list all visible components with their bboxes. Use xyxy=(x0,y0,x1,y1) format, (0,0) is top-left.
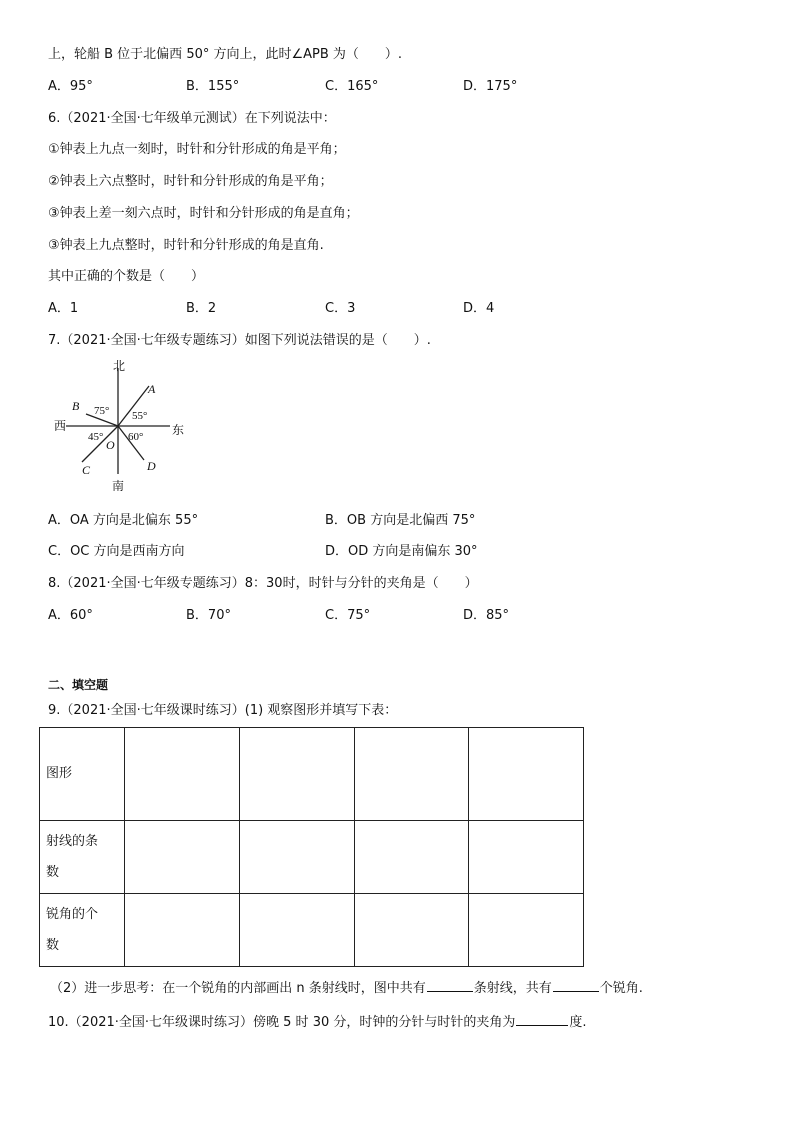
west-label: 西 xyxy=(54,419,67,433)
question-8-options xyxy=(48,607,608,625)
table-cell xyxy=(125,894,240,967)
question-6-statement-1: ①钟表上九点一刻时，时针和分针形成的角是平角； xyxy=(48,142,346,157)
observation-table xyxy=(39,727,584,967)
question-10-stem xyxy=(48,1012,587,1032)
option-d: D．175° xyxy=(463,79,518,94)
east-label: 东 xyxy=(172,423,185,437)
question-5-options xyxy=(48,78,608,96)
table-cell xyxy=(239,728,354,821)
option-a: A．OA 方向是北偏东 55° xyxy=(48,513,199,528)
row-label-text: 数 xyxy=(46,938,60,953)
angle-75-label: 75° xyxy=(94,405,110,417)
table-row xyxy=(40,821,584,894)
part-2-text: 条射线，共有 xyxy=(473,981,552,996)
question-7-stem: 7.（2021·全国·七年级专题练习）如图下列说法错误的是（ ）. xyxy=(48,333,431,348)
option-c: C．75° xyxy=(325,608,371,623)
option-d: D．OD 方向是南偏东 30° xyxy=(325,544,478,559)
direction-diagram xyxy=(52,356,192,496)
row-label-acute-angles xyxy=(40,894,125,967)
option-b: B．OB 方向是北偏西 75° xyxy=(325,513,476,528)
option-d: D．85° xyxy=(463,608,510,623)
point-d-label: D xyxy=(147,459,156,473)
angle-45-label: 45° xyxy=(88,431,104,443)
row-label-text: 数 xyxy=(46,865,60,880)
option-a: A．60° xyxy=(48,608,93,623)
angle-55-label: 55° xyxy=(132,410,148,422)
part-2-text: 个锐角. xyxy=(599,981,643,996)
point-b-label: B xyxy=(72,399,80,413)
row-label-rays xyxy=(40,821,125,894)
row-label-text: 图形 xyxy=(46,766,73,781)
question-8-stem: 8.（2021·全国·七年级专题练习）8：30时，时针与分针的夹角是（ ） xyxy=(48,576,478,591)
table-row xyxy=(40,728,584,821)
option-c: C．3 xyxy=(325,301,356,316)
north-label: 北 xyxy=(113,359,126,373)
table-cell xyxy=(125,728,240,821)
answer-blank-angles[interactable] xyxy=(553,978,599,992)
angle-60-label: 60° xyxy=(128,431,144,443)
answer-blank-rays[interactable] xyxy=(427,978,473,992)
table-cell xyxy=(239,894,354,967)
point-o-label: O xyxy=(106,438,115,452)
point-c-label: C xyxy=(82,463,91,477)
answer-blank-degree[interactable] xyxy=(516,1012,568,1026)
part-2-text: （2）进一步思考：在一个锐角的内部画出 n 条射线时，图中共有 xyxy=(50,981,426,996)
table-cell xyxy=(469,821,584,894)
question-6-stem: 6.（2021·全国·七年级单元测试）在下列说法中： xyxy=(48,111,336,126)
row-label-figure xyxy=(40,728,125,821)
option-a: A．95° xyxy=(48,79,93,94)
option-c: C．165° xyxy=(325,79,379,94)
section-heading: 二、填空题 xyxy=(48,678,109,692)
option-b: B．155° xyxy=(186,79,240,94)
table-cell xyxy=(354,821,469,894)
question-9-stem: 9.（2021·全国·七年级课时练习）(1) 观察图形并填写下表： xyxy=(48,703,398,718)
question-10-text: 10.（2021·全国·七年级课时练习）傍晚 5 时 30 分，时钟的分针与时针的夹角为 xyxy=(48,1015,516,1030)
option-b: B．70° xyxy=(186,608,231,623)
row-label-text: 射线的条 xyxy=(46,834,99,849)
table-row xyxy=(40,894,584,967)
question-6-statement-4: ③钟表上九点整时，时针和分针形成的角是直角. xyxy=(48,238,324,253)
option-d: D．4 xyxy=(463,301,495,316)
south-label: 南 xyxy=(112,479,125,493)
option-a: A．1 xyxy=(48,301,79,316)
table-cell xyxy=(469,894,584,967)
question-6-statement-3: ③钟表上差一刻六点时，时针和分针形成的角是直角； xyxy=(48,206,359,221)
question-6-statement-2: ②钟表上六点整时，时针和分针形成的角是平角； xyxy=(48,174,333,189)
question-7-options-row-2 xyxy=(48,543,608,561)
option-b: B．2 xyxy=(186,301,217,316)
table-cell xyxy=(239,821,354,894)
row-label-text: 锐角的个 xyxy=(46,907,99,922)
table-cell xyxy=(354,894,469,967)
table-cell xyxy=(125,821,240,894)
question-6-question: 其中正确的个数是（ ） xyxy=(48,269,205,284)
option-c: C．OC 方向是西南方向 xyxy=(48,544,185,559)
table-cell xyxy=(469,728,584,821)
question-6-options xyxy=(48,300,608,318)
table-cell xyxy=(354,728,469,821)
question-5-stem-tail: 上，轮船 B 位于北偏西 50° 方向上，此时∠APB 为（ ）. xyxy=(48,47,403,62)
point-a-label: A xyxy=(148,382,156,396)
question-7-options-row-1 xyxy=(48,512,608,530)
question-9-part-2 xyxy=(50,978,643,998)
question-10-text: 度. xyxy=(569,1015,587,1030)
